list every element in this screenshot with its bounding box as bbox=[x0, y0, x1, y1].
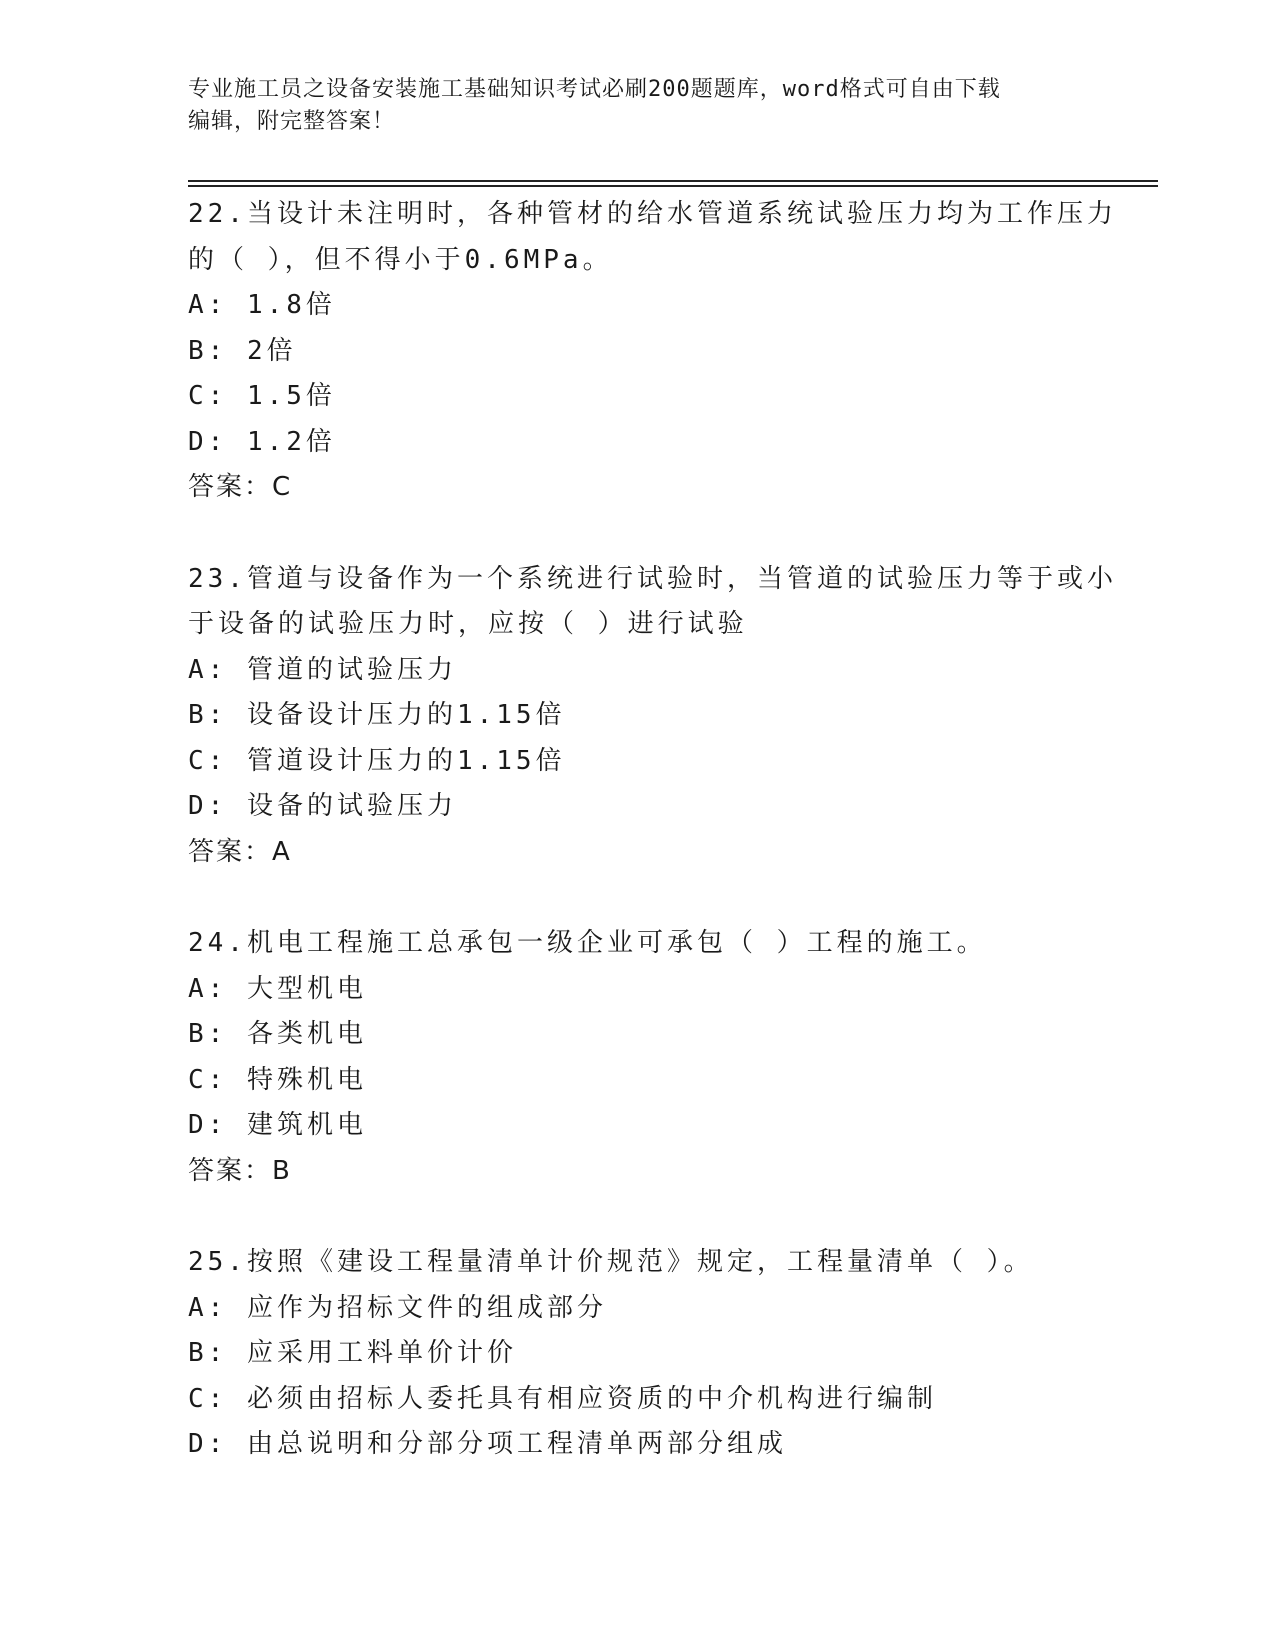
question-23 bbox=[188, 557, 1117, 876]
header-divider-bottom bbox=[188, 185, 1158, 187]
question-stem: 22.当设计未注明时，各种管材的给水管道系统试验压力均为工作压力 bbox=[188, 199, 1117, 229]
question-24 bbox=[188, 921, 1088, 1194]
question-stem-continued: 于设备的试验压力时，应按（ ）进行试验 bbox=[188, 609, 748, 639]
option-c: C: 特殊机电 bbox=[188, 1064, 367, 1095]
option-a: A: 大型机电 bbox=[188, 973, 367, 1004]
answer-key: 答案：C bbox=[188, 472, 293, 502]
option-d: D: 1.2倍 bbox=[188, 426, 336, 457]
question-stem: 25.按照《建设工程量清单计价规范》规定，工程量清单（ ）。 bbox=[188, 1247, 1034, 1277]
option-a: A: 管道的试验压力 bbox=[188, 654, 457, 685]
option-c: C: 管道设计压力的1.15倍 bbox=[188, 745, 566, 776]
option-d: D: 设备的试验压力 bbox=[188, 791, 457, 821]
question-25 bbox=[188, 1240, 1088, 1468]
option-b: B: 设备设计压力的1.15倍 bbox=[188, 700, 566, 730]
option-b: B: 2倍 bbox=[188, 335, 297, 366]
option-b: B: 应采用工料单价计价 bbox=[188, 1338, 517, 1368]
question-stem: 23.管道与设备作为一个系统进行试验时，当管道的试验压力等于或小 bbox=[188, 563, 1117, 594]
option-a: A: 1.8倍 bbox=[188, 290, 336, 320]
question-stem-continued: 的（ ），但不得小于0.6MPa。 bbox=[188, 244, 613, 275]
option-d: D: 建筑机电 bbox=[188, 1110, 367, 1140]
option-c: C: 必须由招标人委托具有相应资质的中介机构进行编制 bbox=[188, 1383, 937, 1414]
answer-key: 答案：A bbox=[188, 836, 292, 867]
option-b: B: 各类机电 bbox=[188, 1019, 367, 1049]
question-stem: 24.机电工程施工总承包一级企业可承包（ ）工程的施工。 bbox=[188, 928, 987, 958]
answer-key: 答案：B bbox=[188, 1155, 292, 1186]
document-header bbox=[188, 74, 1088, 138]
header-divider-top bbox=[188, 180, 1158, 182]
header-line-1: 专业施工员之设备安装施工基础知识考试必刷200题题库，word格式可自由下载 bbox=[188, 77, 1001, 102]
option-c: C: 1.5倍 bbox=[188, 381, 336, 411]
question-list bbox=[188, 192, 1117, 1468]
header-line-2: 编辑，附完整答案！ bbox=[188, 109, 396, 134]
option-a: A: 应作为招标文件的组成部分 bbox=[188, 1292, 607, 1323]
option-d: D: 由总说明和分部分项工程清单两部分组成 bbox=[188, 1429, 787, 1459]
question-22 bbox=[188, 192, 1117, 511]
